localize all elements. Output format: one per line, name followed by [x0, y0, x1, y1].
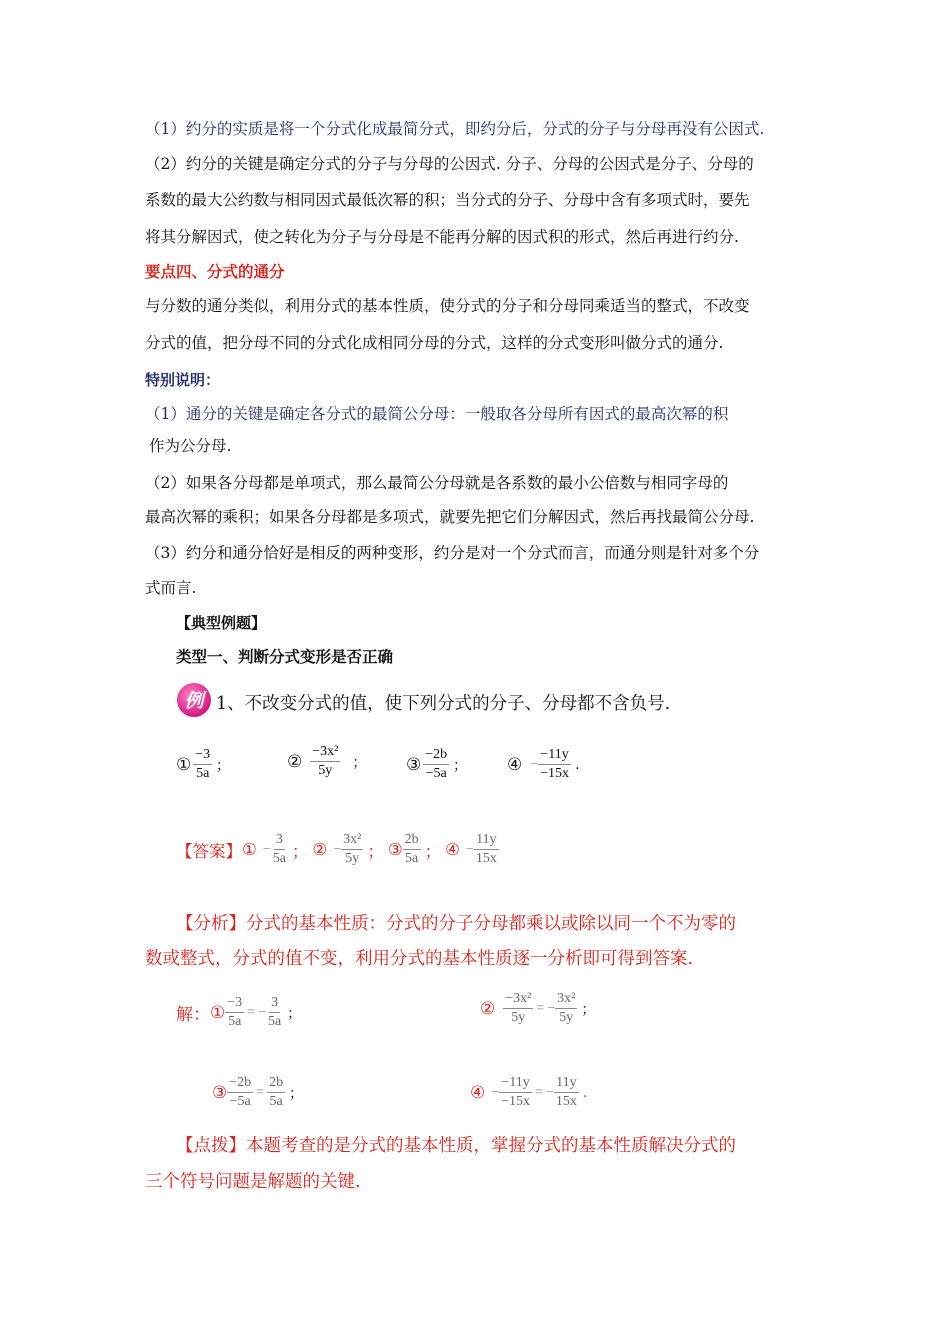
type1-heading: 类型一、判断分式变形是否正确	[176, 648, 394, 666]
question-item-2: ② $\frac{\text{−3x²}}{5y}$ ；	[287, 744, 367, 778]
question-item-4: ④ − $\frac{-11y}{-15x}$ .	[507, 747, 580, 781]
fraction: $\frac{11y}{15x}$	[475, 832, 497, 866]
fraction: $\frac{-2b}{-5a}$	[425, 747, 448, 781]
fraction: $\frac{11y}{15x}$	[555, 1075, 577, 1109]
fraction: $\frac{\text{3x²}}{5y}$	[557, 991, 576, 1025]
solution-4: ④ − $\frac{-11y}{-15x}$ = − $\frac{11y}{15x}$ .	[470, 1075, 588, 1109]
special-note-2: （2）如果各分母都是单项式，那么最简公分母就是各系数的最小公倍数与相同字母的	[145, 474, 729, 492]
fraction: $\frac{2b}{5a}$	[269, 1075, 284, 1109]
note1-line-4: 将其分解因式，使之转化为分子与分母是不能再分解的因式积的形式，然后再进行约分.	[145, 228, 739, 246]
fraction: $\frac{\text{3x²}}{5y}$	[343, 832, 362, 866]
special-note-1: （1）通分的关键是确定各分式的最简公分母：一般取各分母所有因式的最高次幂的积	[145, 405, 729, 423]
example-question: 1、不改变分式的值，使下列分式的分子、分母都不含负号.	[216, 694, 671, 714]
special-note-3: （3）约分和通分恰好是相反的两种变形，约分是对一个分式而言，而通分则是针对多个分	[145, 544, 760, 562]
fraction: $\frac{2b}{5a}$	[404, 832, 419, 866]
tip-line-1: 【点拨】本题考查的是分式的基本性质，掌握分式的基本性质解决分式的	[176, 1136, 736, 1156]
special-note-2-cont: 最高次幂的乘积；如果各分母都是多项式，就要先把它们分解因式，然后再找最简公分母.	[145, 508, 755, 526]
fraction: $\frac{-11y}{-15x}$	[501, 1075, 531, 1109]
solution-3: ③ $\frac{-2b}{-5a}$ = $\frac{2b}{5a}$ ；	[212, 1075, 304, 1109]
point4-body-1: 与分数的通分类似，利用分式的基本性质，使分式的分子和分母同乘适当的整式，不改变	[145, 297, 750, 315]
analysis-line-2: 数或整式，分式的值不变，利用分式的基本性质逐一分析即可得到答案.	[145, 949, 694, 969]
section-title-point4: 要点四、分式的通分	[145, 263, 285, 281]
tip-line-2: 三个符号问题是解题的关键.	[145, 1172, 361, 1192]
fraction: $\frac{-2b}{-5a}$	[229, 1075, 252, 1109]
solution-2: ② $\frac{\text{−3x²}}{5y}$ = − $\frac{\text{3x²}}{5y}$ ；	[480, 991, 596, 1025]
special-note-3-cont: 式而言.	[145, 579, 197, 597]
point4-body-2: 分式的值，把分母不同的分式化成相同分母的分式，这样的分式变形叫做分式的通分.	[145, 334, 724, 352]
fraction: $\frac{\text{−3x²}}{5y}$	[505, 991, 532, 1025]
badge-text: 例	[184, 690, 204, 712]
fraction: $\frac{-11y}{-15x}$	[540, 747, 570, 781]
fraction: $\frac{-3}{5a}$	[195, 747, 211, 781]
example-badge-icon	[176, 682, 212, 718]
special-notes-title: 特别说明：	[145, 371, 221, 389]
fraction: $\frac{3}{5a}$	[272, 832, 286, 866]
note1-line-3: 系数的最大公约数与相同因式最低次幂的积；当分式的分子、分母中含有多项式时，要先	[145, 191, 750, 209]
special-note-1-cont: 作为公分母.	[149, 437, 232, 455]
fraction: $\frac{\text{−3x²}}{5y}$	[312, 744, 339, 778]
note1-line-2: （2）约分的关键是确定分式的分子与分母的公因式. 分子、分母的公因式是分子、分母的	[145, 155, 754, 173]
solution-1: 解： ① $\frac{-3}{5a}$ = − $\frac{3}{5a}$ ；	[176, 995, 302, 1029]
fraction: $\frac{3}{5a}$	[267, 995, 282, 1029]
answer-line: 【答案】 ① − $\frac{3}{5a}$ ； ② − $\frac{\text{3x²}}{5y}$ ； ③ $\frac{2b}{5a}$ ； ④ − $\frac{11y}{15x}$	[176, 832, 497, 866]
question-item-1: ① $\frac{-3}{5a}$ ；	[176, 747, 231, 781]
note1-line-1: （1）约分的实质是将一个分式化成最简分式，即约分后，分式的分子与分母再没有公因式.	[145, 120, 765, 138]
examples-heading: 【典型例题】	[176, 614, 267, 632]
fraction: $\frac{-3}{5a}$	[227, 995, 243, 1029]
analysis-line-1: 【分析】分式的基本性质：分式的分子分母都乘以或除以同一个不为零的	[176, 914, 736, 934]
question-item-3: ③ $\frac{-2b}{-5a}$ ；	[406, 747, 468, 781]
